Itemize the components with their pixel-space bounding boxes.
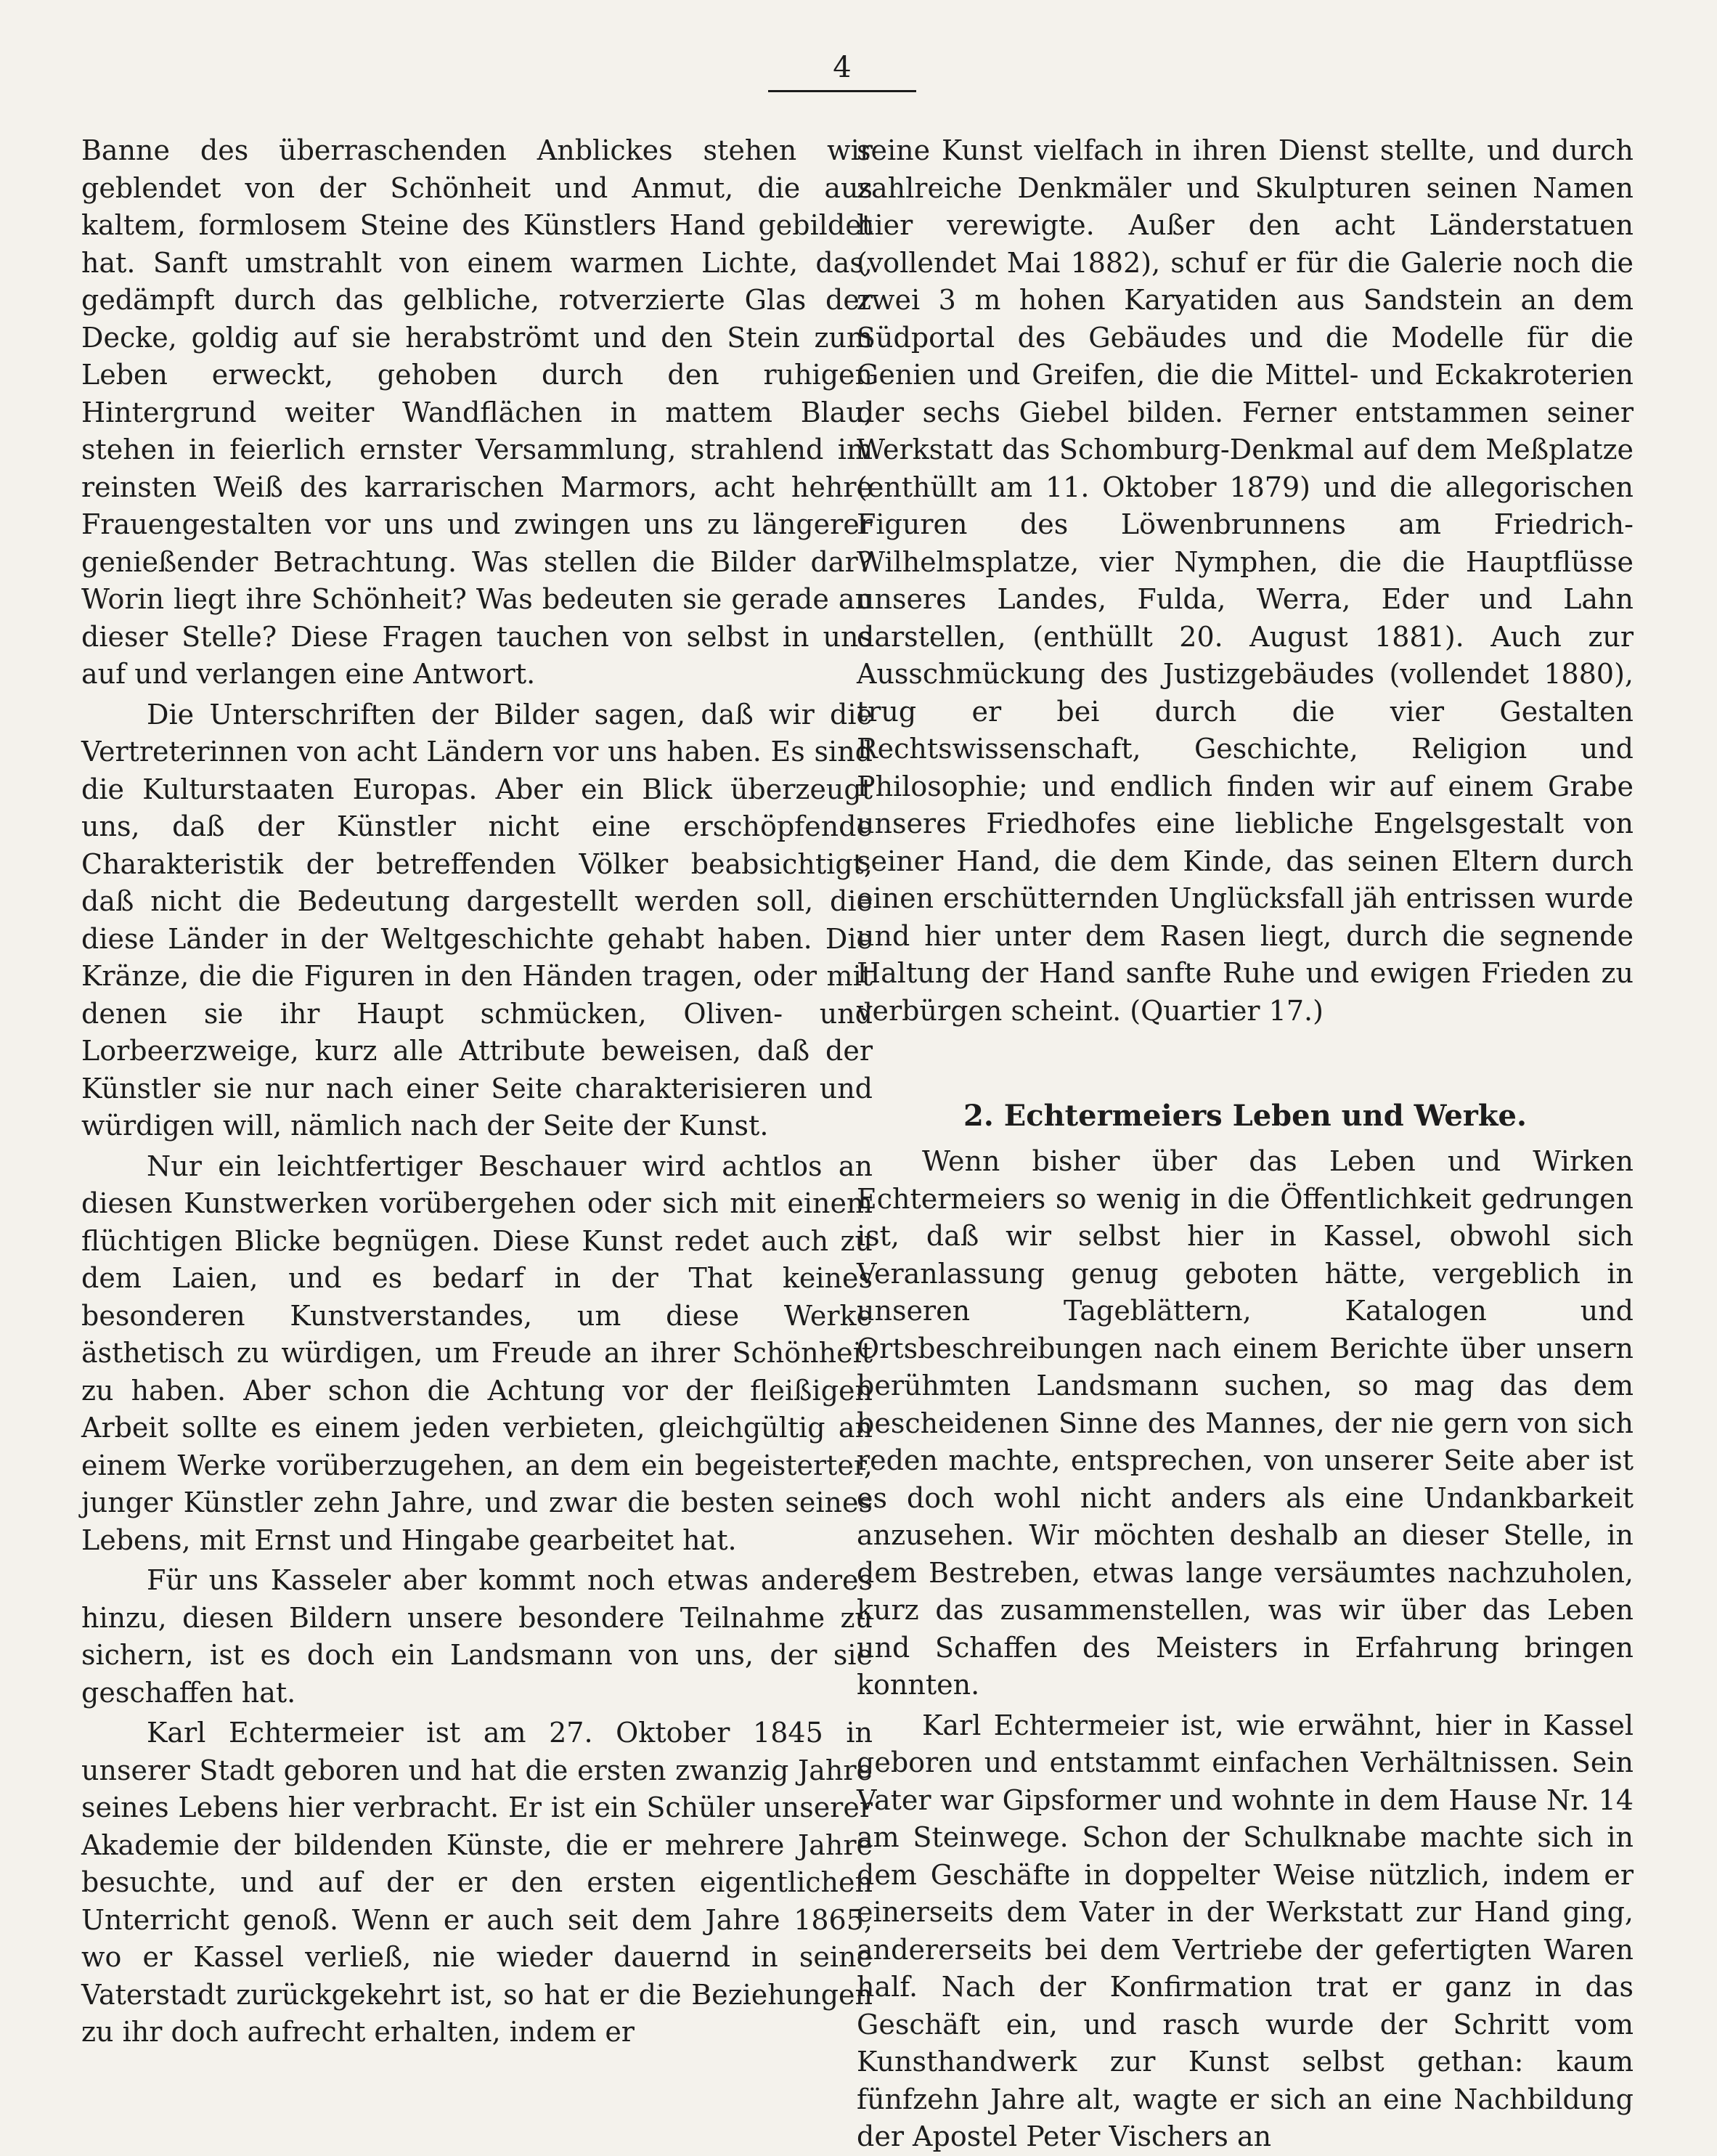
section-heading: 2. Echtermeiers Leben und Werke. [963,1099,1527,1133]
paragraph: Wenn bisher über das Leben und Wirken Echtermeiers so wenig in die Öffentlichkeit gedrungen ist, daß wir selbst hier in Kassel, obwohl sich Veranlassung genug geboten hätte, vergeblich in unseren Tageblättern, Katalogen und Ortsbeschreibungen nach einem Berichte über unsern berühmten Landsmann suchen, so mag das dem bescheidenen Sinne des Mannes, der nie gern von sich reden machte, entsprechen, von unserer Seite aber ist es doch wohl nicht anders als eine Undankbarkeit anzusehen. Wir möchten deshalb an dieser Stelle, in dem Bestreben, etwas lange versäumtes nachzuholen, kurz das zusammenstellen, was wir über das Leben und Schaffen des Meisters in Erfahrung bringen konnten. [857,1145,1634,1701]
paragraph: Nur ein leichtfertiger Beschauer wird achtlos an diesen Kunstwerken vorübergehen oder sich mit einem flüchtigen Blicke begnügen. Diese Kunst redet auch zu dem Laien, und es bedarf in der That keines besonderen Kunstverstandes, um diese Werke ästhetisch zu würdigen, um Freude an ihrer Schönheit zu haben. Aber schon die Achtung vor der fleißigen Arbeit sollte es einem jeden verbieten, gleichgültig an einem Werke vorüberzugehen, an dem ein begeisterter, junger Künstler zehn Jahre, und zwar die besten seines Lebens, mit Ernst und Hingabe gearbeitet hat. [81,1150,873,1556]
page-number-rule [768,90,916,92]
paragraph: seine Kunst vielfach in ihren Dienst stellte, und durch zahlreiche Denkmäler und Skulpturen seinen Namen hier verewigte. Außer den acht Länderstatuen (vollendet Mai 1882), schuf er für die Galerie noch die zwei 3 m hohen Karyatiden aus Sandstein an dem Südportal des Gebäudes und die Modelle für die Genien und Greifen, die die Mittel- und Eckakroterien der sechs Giebel bilden. Ferner entstammen seiner Werkstatt das Schomburg-Denkmal auf dem Meßplatze (enthüllt am 11. Oktober 1879) und die allegorischen Figuren des Löwenbrunnens am Friedrich-Wilhelmsplatze, vier Nymphen, die die Hauptflüsse unseres Landes, Fulda, Werra, Eder und Lahn darstellen, (enthüllt 20. August 1881). Auch zur Ausschmückung des Justizgebäudes (vollendet 1880), trug er bei durch die vier Gestalten Rechtswissenschaft, Geschichte, Religion und Philosophie; und endlich finden wir auf einem Grabe unseres Friedhofes eine liebliche Engelsgestalt von seiner Hand, die dem Kinde, das seinen Eltern durch einen erschütternden Unglücksfall jäh entrissen wurde und hier unter dem Rasen liegt, durch die segnende Haltung der Hand sanfte Ruhe und ewigen Frieden zu verbürgen scheint. (Quartier 17.) [857,134,1634,1027]
paragraph: Für uns Kasseler aber kommt noch etwas anderes hinzu, diesen Bildern unsere besondere Teilnahme zu sichern, ist es doch ein Landsmann von uns, der sie geschaffen hat. [81,1564,873,1709]
left-column [81,132,873,2051]
paragraph: Karl Echtermeier ist am 27. Oktober 1845 in unserer Stadt geboren und hat die ersten zwanzig Jahre seines Lebens hier verbracht. Er ist ein Schüler unserer Akademie der bildenden Künste, die er mehrere Jahre besuchte, und auf der er den ersten eigentlichen Unterricht genoß. Wenn er auch seit dem Jahre 1865, wo er Kassel verließ, nie wieder dauernd in seine Vaterstadt zurückgekehrt ist, so hat er die Beziehungen zu ihr doch aufrecht erhalten, indem er [81,1717,873,2048]
page-number: 4 [833,51,852,84]
paragraph: Die Unterschriften der Bilder sagen, daß wir die Vertreterinnen von acht Ländern vor uns haben. Es sind die Kulturstaaten Europas. Aber ein Blick überzeugt uns, daß der Künstler nicht eine erschöpfende Charakteristik der betreffenden Völker beabsichtigt, daß nicht die Bedeutung dargestellt werden soll, die diese Länder in der Weltgeschichte gehabt haben. Die Kränze, die die Figuren in den Händen tragen, oder mit denen sie ihr Haupt schmücken, Oliven- und Lorbeerzweige, kurz alle Attribute beweisen, daß der Künstler sie nur nach einer Seite charakterisieren und würdigen will, nämlich nach der Seite der Kunst. [81,698,873,1142]
right-column [857,132,1634,2156]
paragraph: Karl Echtermeier ist, wie erwähnt, hier in Kassel geboren und entstammt einfachen Verhältnissen. Sein Vater war Gipsformer und wohnte in dem Hause Nr. 14 am Steinwege. Schon der Schulknabe machte sich in dem Geschäfte in doppelter Weise nützlich, indem er einerseits dem Vater in der Werkstatt zur Hand ging, andererseits bei dem Vertriebe der gefertigten Waren half. Nach der Konfirmation trat er ganz in das Geschäft ein, und rasch wurde der Schritt vom Kunsthandwerk zur Kunst selbst gethan: kaum fünfzehn Jahre alt, wagte er sich an eine Nachbildung der Apostel Peter Vischers an [857,1709,1634,2152]
paragraph: Banne des überraschenden Anblickes stehen wir geblendet von der Schönheit und Anmut, die aus kaltem, formlosem Steine des Künstlers Hand gebildet hat. Sanft umstrahlt von einem warmen Lichte, das, gedämpft durch das gelbliche, rotverzierte Glas der Decke, goldig auf sie herabströmt und den Stein zum Leben erweckt, gehoben durch den ruhigen Hintergrund weiter Wandflächen in mattem Blau, stehen in feierlich ernster Versammlung, strahlend im reinsten Weiß des karrarischen Marmors, acht hehre Frauengestalten vor uns und zwingen uns zu längerer genießender Betrachtung. Was stellen die Bilder dar? Worin liegt ihre Schönheit? Was bedeuten sie gerade an dieser Stelle? Diese Fragen tauchen von selbst in uns auf und verlangen eine Antwort. [81,134,873,690]
